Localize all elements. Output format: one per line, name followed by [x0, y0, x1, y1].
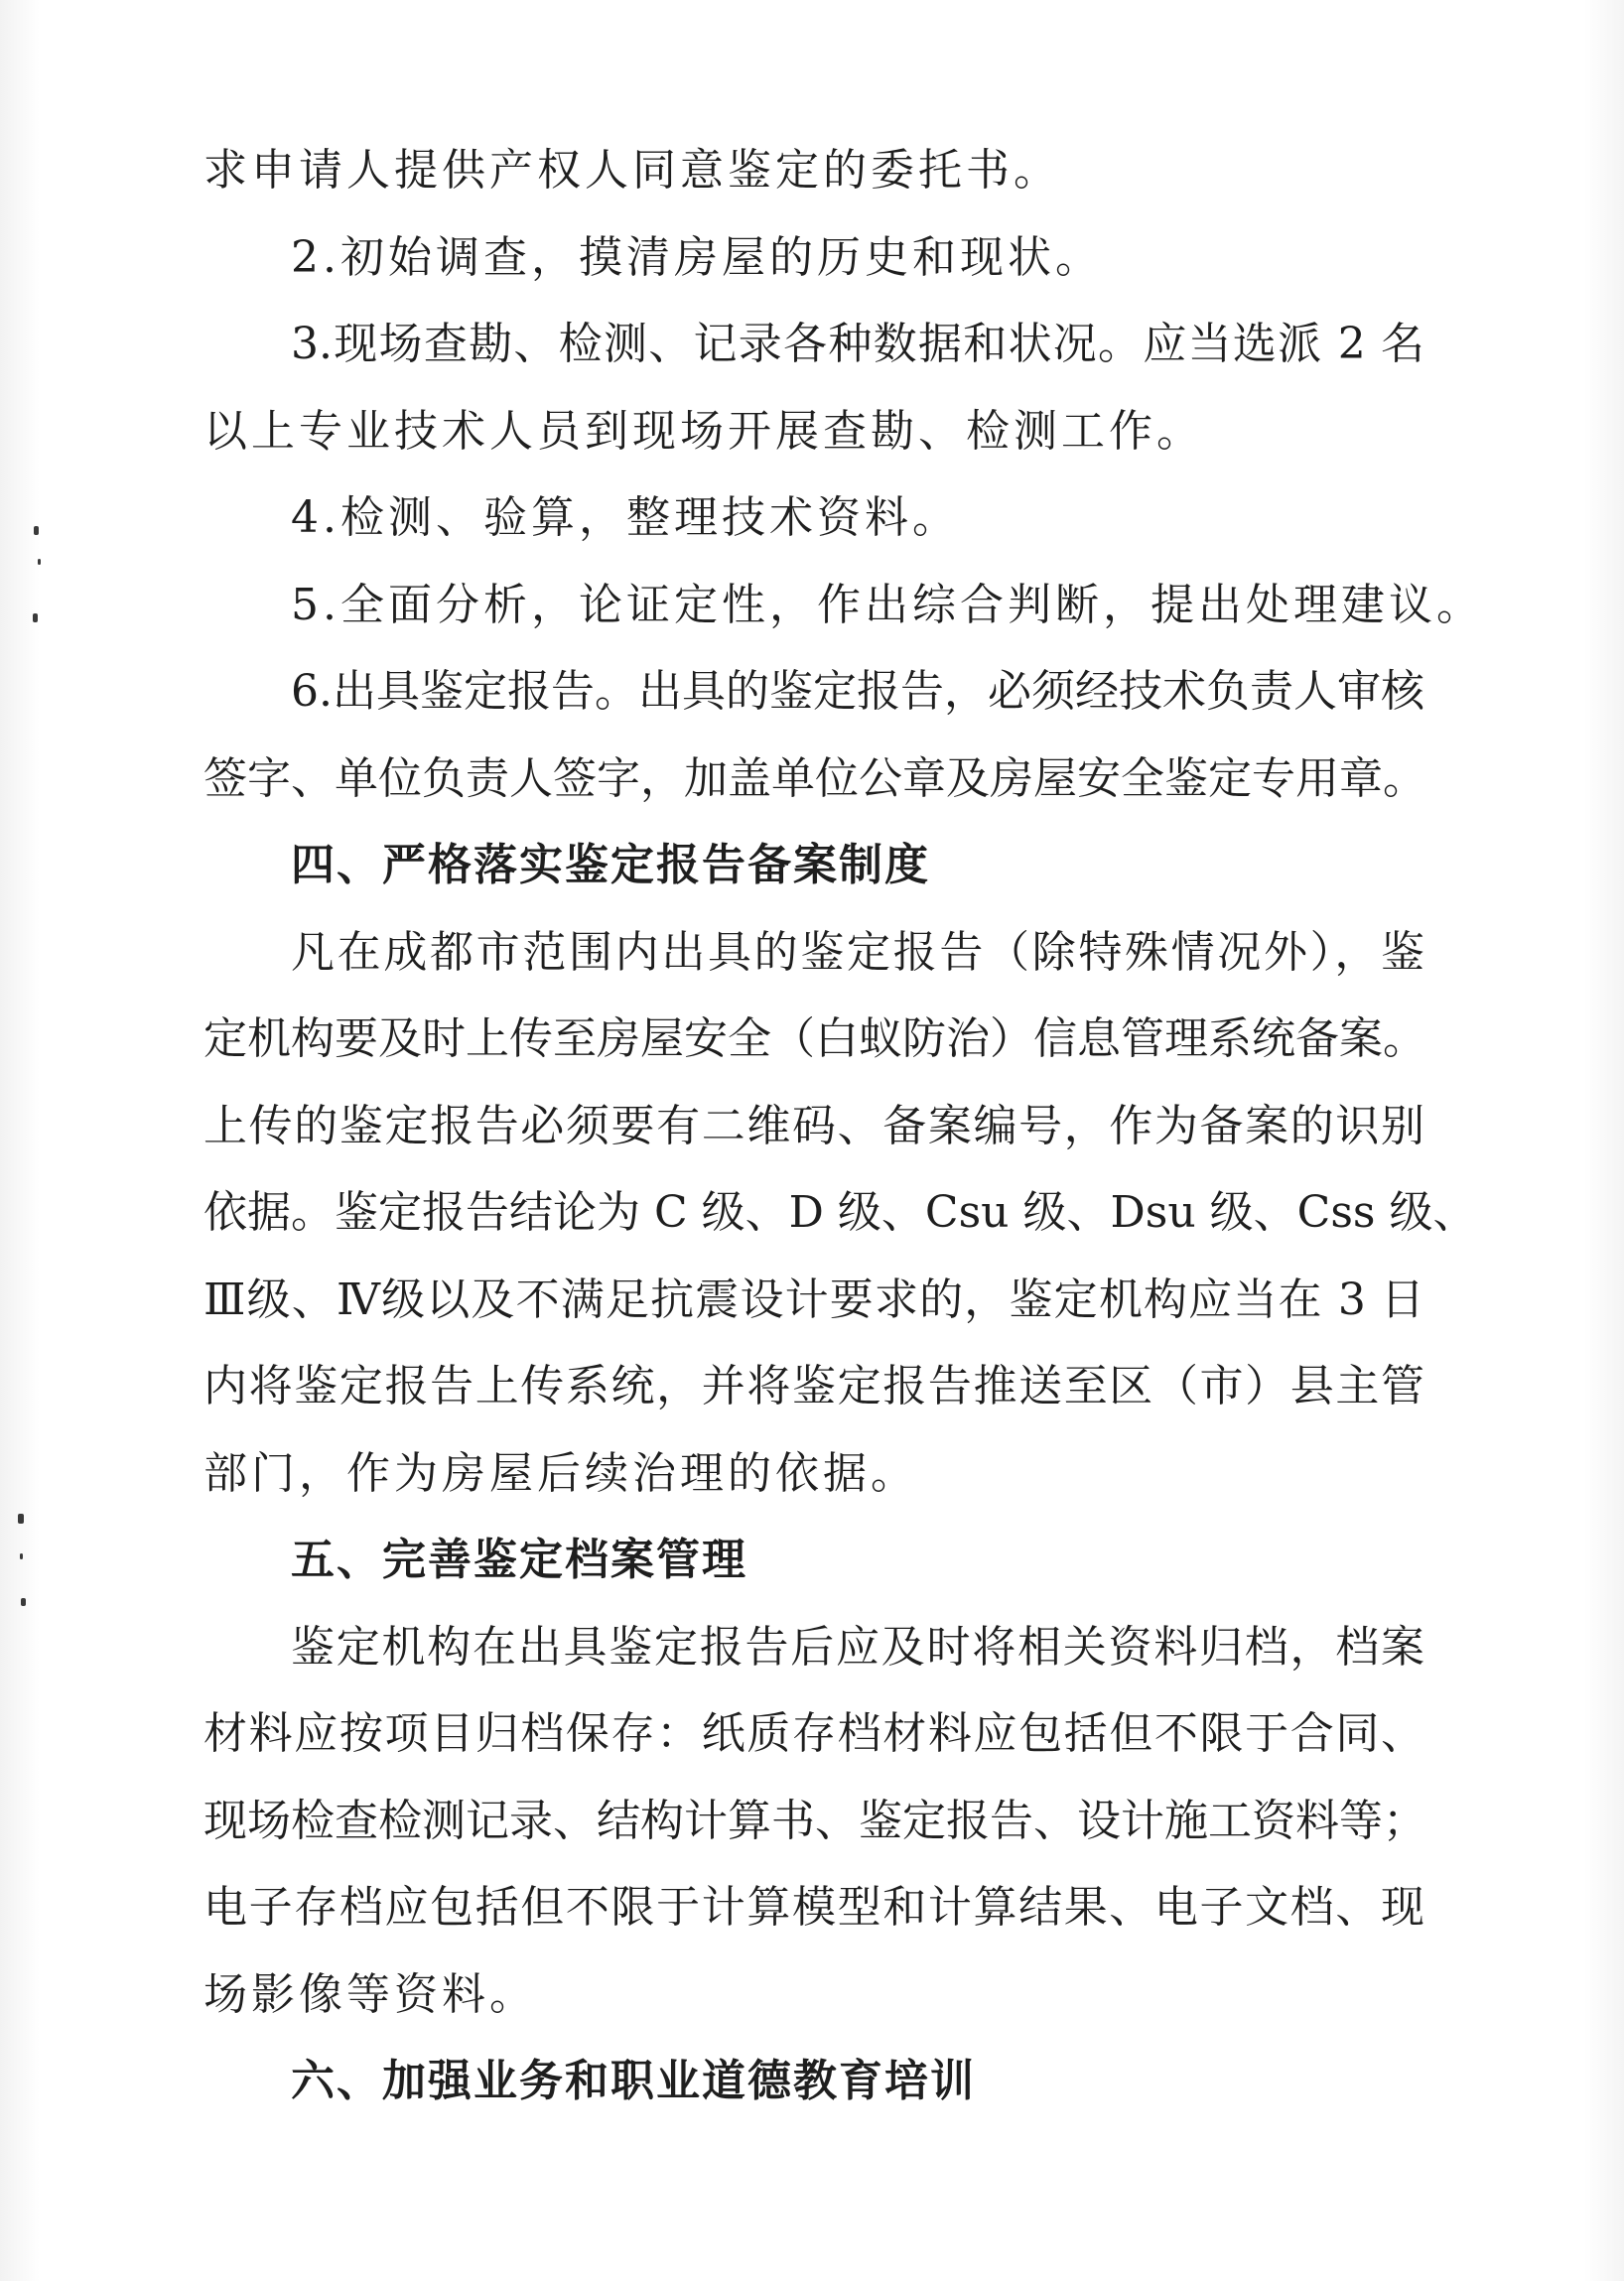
list-item-4: 4.检测、验算，整理技术资料。 — [291, 492, 960, 543]
binding-hole-mark — [18, 1514, 24, 1524]
binding-hole-mark — [34, 526, 39, 535]
paragraph-line: 现场检查检测记录、结构计算书、鉴定报告、设计施工资料等； — [203, 1795, 1426, 1846]
paragraph-line: 定机构要及时上传至房屋安全（白蚁防治）信息管理系统备案。 — [203, 1013, 1426, 1064]
paragraph-line: 内将鉴定报告上传系统，并将鉴定报告推送至区（市）县主管 — [203, 1361, 1424, 1411]
paragraph-line: 电子存档应包括但不限于计算模型和计算结果、电子文档、现 — [203, 1882, 1424, 1933]
section-heading-6: 六、加强业务和职业道德教育培训 — [291, 2056, 976, 2106]
section-heading-5: 五、完善鉴定档案管理 — [291, 1535, 747, 1585]
binding-hole-mark — [33, 613, 38, 622]
paragraph-line: Ⅲ级、Ⅳ级以及不满足抗震设计要求的，鉴定机构应当在 3 日 — [203, 1274, 1424, 1325]
list-item-3: 3.现场查勘、检测、记录各种数据和状况。应当选派 2 名 — [291, 319, 1424, 369]
binding-hole-mark — [21, 1598, 26, 1606]
section-heading-4: 四、严格落实鉴定报告备案制度 — [291, 840, 930, 890]
paragraph-line: 材料应按项目归档保存：纸质存档材料应包括但不限于合同、 — [203, 1708, 1424, 1759]
binding-hole-mark — [38, 559, 41, 565]
paragraph-line: 签字、单位负责人签字，加盖单位公章及房屋安全鉴定专用章。 — [203, 752, 1426, 804]
paragraph-line: 求申请人提供产权人同意鉴定的委托书。 — [203, 145, 1061, 196]
paragraph-line: 以上专业技术人员到现场开展查勘、检测工作。 — [203, 405, 1204, 457]
paragraph-line: 上传的鉴定报告必须要有二维码、备案编号，作为备案的识别 — [203, 1100, 1424, 1151]
paragraph-line: 鉴定机构在出具鉴定报告后应及时将相关资料归档，档案 — [291, 1621, 1424, 1673]
list-item-2: 2.初始调查，摸清房屋的历史和现状。 — [291, 231, 1103, 283]
paragraph-line: 凡在成都市范围内出具的鉴定报告（除特殊情况外），鉴 — [291, 926, 1424, 978]
paragraph-line: 依据。鉴定报告结论为 C 级、D 级、Csu 级、Dsu 级、Css 级、 — [203, 1187, 1477, 1238]
list-item-5: 5.全面分析，论证定性，作出综合判断，提出处理建议。 — [291, 579, 1484, 630]
binding-hole-mark — [20, 1553, 23, 1559]
list-item-6: 6.出具鉴定报告。出具的鉴定报告，必须经技术负责人审核 — [291, 666, 1424, 717]
paragraph-line: 场影像等资料。 — [203, 1968, 537, 2020]
document-body — [203, 127, 1484, 2125]
paragraph-line: 部门，作为房屋后续治理的依据。 — [203, 1447, 918, 1499]
